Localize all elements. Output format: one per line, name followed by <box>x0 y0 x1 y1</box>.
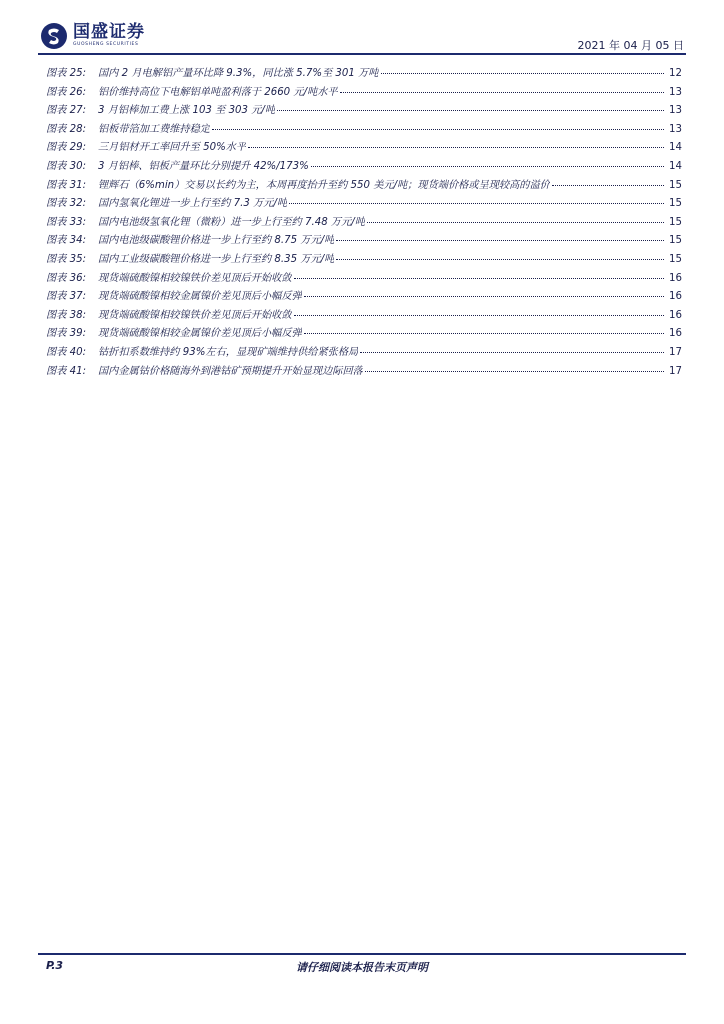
toc-entry[interactable] <box>46 287 682 306</box>
report-date: 2021 年 04 月 05 日 <box>577 39 684 52</box>
toc-entry[interactable] <box>46 343 682 362</box>
toc-dot-leader <box>304 296 664 297</box>
toc-dot-leader <box>277 110 664 111</box>
toc-entry-label: 图表 30: <box>46 160 87 172</box>
toc-entry-label: 图表 41: <box>46 365 87 377</box>
toc-entry-label: 图表 31: <box>46 179 87 191</box>
toc-entry-title: 现货端硫酸镍相较镍铁价差见顶后开始收敛 <box>98 309 292 321</box>
toc-entry[interactable] <box>46 64 682 83</box>
toc-dot-leader <box>381 73 665 74</box>
logo-text <box>73 24 145 48</box>
guosheng-logo-icon <box>40 22 68 50</box>
toc-entry-page: 15 <box>669 198 682 210</box>
toc-entry[interactable] <box>46 213 682 232</box>
toc-entry-label: 图表 28: <box>46 123 87 135</box>
toc-entry-title: 国内工业级碳酸锂价格进一步上行至约 8.35 万元/吨 <box>98 253 335 265</box>
toc-entry-label: 图表 40: <box>46 346 87 358</box>
logo-english-name: GUOSHENG SECURITIES <box>73 42 139 48</box>
toc-entry-page: 15 <box>669 253 682 265</box>
toc-entry-page: 13 <box>669 123 682 135</box>
toc-entry-label: 图表 38: <box>46 309 87 321</box>
toc-entry[interactable] <box>46 157 682 176</box>
toc-entry-title: 国内 2 月电解铝产量环比降 9.3%，同比涨 5.7%至 301 万吨 <box>98 68 379 79</box>
toc-entry[interactable] <box>46 231 682 250</box>
toc-entry-page: 16 <box>669 272 682 284</box>
toc-entry[interactable] <box>46 269 682 288</box>
toc-entry-label: 图表 39: <box>46 328 87 340</box>
toc-entry-page: 16 <box>669 291 682 303</box>
toc-entry-label: 图表 36: <box>46 272 87 284</box>
toc-entry-page: 16 <box>669 328 682 340</box>
toc-entry-label: 图表 26: <box>46 86 87 98</box>
toc-entry[interactable] <box>46 306 682 325</box>
header-divider <box>38 53 686 55</box>
toc-entry-title: 现货端硫酸镍相较金属镍价差见顶后小幅反弹 <box>98 291 302 303</box>
toc-entry-label: 图表 34: <box>46 235 87 247</box>
toc-entry-label: 图表 32: <box>46 198 87 210</box>
toc-entry[interactable] <box>46 138 682 157</box>
toc-entry-page: 14 <box>669 142 682 154</box>
toc-entry-title: 国内电池级碳酸锂价格进一步上行至约 8.75 万元/吨 <box>98 235 335 247</box>
toc-entry-label: 图表 37: <box>46 291 87 303</box>
toc-entry[interactable] <box>46 83 682 102</box>
toc-entry-title: 现货端硫酸镍相较金属镍价差见顶后小幅反弹 <box>98 328 302 340</box>
toc-entry[interactable] <box>46 120 682 139</box>
toc-entry-page: 13 <box>669 105 682 117</box>
toc-entry-label: 图表 35: <box>46 253 87 265</box>
toc-entry[interactable] <box>46 324 682 343</box>
toc-entry-label: 图表 27: <box>46 105 87 117</box>
toc-entry-title: 锂辉石（6%min）交易以长约为主，本周再度抬升至约 550 美元/吨；现货端价格或呈现较高的溢价 <box>98 179 550 191</box>
toc-dot-leader <box>336 240 664 241</box>
toc-entry[interactable] <box>46 176 682 195</box>
toc-entry-title: 现货端硫酸镍相较镍铁价差见顶后开始收敛 <box>98 272 292 284</box>
toc-entry-page: 15 <box>669 216 682 228</box>
toc-entry-title: 3 月铝棒、铝板产量环比分别提升 42%/173% <box>98 160 309 172</box>
toc-entry-title: 3 月铝棒加工费上涨 103 至 303 元/吨 <box>98 105 276 117</box>
toc-entry-title: 钴折扣系数维持约 93%左右，显现矿端维持供给紧张格局 <box>98 346 359 358</box>
toc-entry-page: 15 <box>669 235 682 247</box>
toc-entry-page: 13 <box>669 86 682 98</box>
company-logo <box>40 22 145 50</box>
toc-entry-title: 铝板带箔加工费维持稳定 <box>98 123 211 135</box>
toc-dot-leader <box>340 92 664 93</box>
toc-entry[interactable] <box>46 101 682 120</box>
toc-entry[interactable] <box>46 362 682 381</box>
toc-entry-title: 国内金属钴价格随海外到港钴矿预期提升开始显现边际回落 <box>98 365 363 377</box>
page-header <box>38 20 686 54</box>
toc-entry-label: 图表 25: <box>46 68 87 79</box>
page-number: P.3 <box>46 959 64 972</box>
table-of-figures <box>46 64 682 380</box>
toc-dot-leader <box>552 185 664 186</box>
toc-entry-page: 16 <box>669 309 682 321</box>
toc-entry-page: 14 <box>669 160 682 172</box>
toc-dot-leader <box>365 371 664 372</box>
toc-dot-leader <box>311 166 664 167</box>
toc-entry-title: 三月铝材开工率回升至 50%水平 <box>98 142 247 154</box>
toc-dot-leader <box>360 352 664 353</box>
toc-entry-page: 15 <box>669 179 682 191</box>
toc-entry-title: 国内氢氧化锂进一步上行至约 7.3 万元/吨 <box>98 198 288 210</box>
toc-entry-page: 17 <box>669 346 682 358</box>
toc-dot-leader <box>212 129 664 130</box>
footer-divider <box>38 953 686 955</box>
toc-dot-leader <box>294 278 664 279</box>
toc-entry-title: 国内电池级氢氧化锂（微粉）进一步上行至约 7.48 万元/吨 <box>98 216 365 228</box>
toc-dot-leader <box>304 333 664 334</box>
disclaimer-text: 请仔细阅读本报告末页声明 <box>296 961 428 974</box>
toc-entry[interactable] <box>46 194 682 213</box>
toc-entry-page: 17 <box>669 365 682 377</box>
toc-entry[interactable] <box>46 250 682 269</box>
toc-entry-title: 铝价维持高位下电解铝单吨盈利落于 2660 元/吨水平 <box>98 86 338 98</box>
toc-dot-leader <box>336 259 664 260</box>
toc-dot-leader <box>294 315 664 316</box>
toc-entry-page: 12 <box>669 68 682 79</box>
logo-chinese-name: 国盛证券 <box>73 22 145 43</box>
toc-dot-leader <box>367 222 664 223</box>
toc-dot-leader <box>289 203 664 204</box>
toc-dot-leader <box>248 147 664 148</box>
toc-entry-label: 图表 29: <box>46 142 87 154</box>
toc-entry-label: 图表 33: <box>46 216 87 228</box>
